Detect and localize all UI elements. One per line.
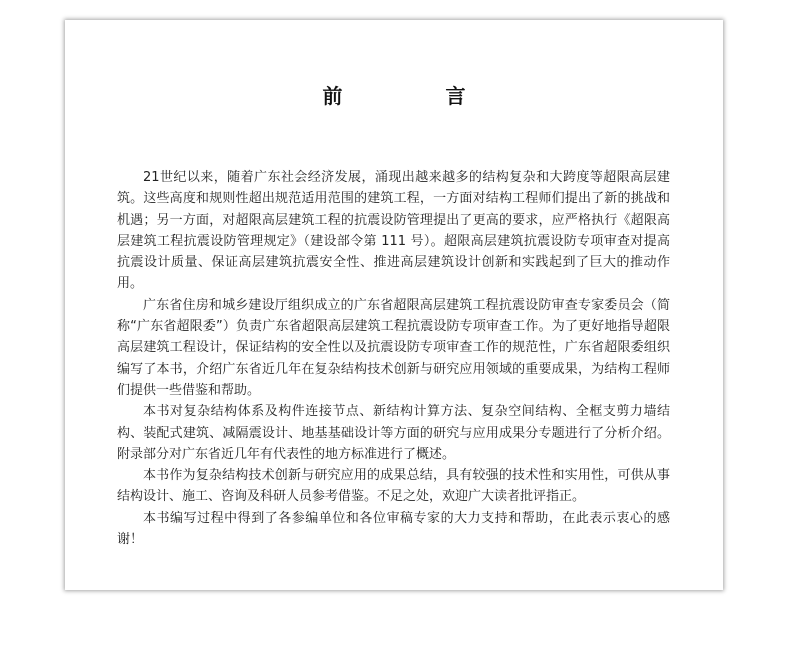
paragraph-2: 广东省住房和城乡建设厅组织成立的广东省超限高层建筑工程抗震设防审查专家委员会（简称“广东省超限委”）负责广东省超限高层建筑工程抗震设防专项审查工作。为了更好地指导超限高层建筑工程设计，保证结构的安全性以及抗震设防专项审查工作的规范性，广东省超限委组织编写了本书，介绍广东省近几年在复杂结构技术创新与研究应用领域的重要成果，为结构工程师们提供一些借鉴和帮助。 bbox=[117, 297, 670, 398]
paragraph-4: 本书作为复杂结构技术创新与研究应用的成果总结，具有较强的技术性和实用性，可供从事结构设计、施工、咨询及科研人员参考借鉴。不足之处，欢迎广大读者批评指正。 bbox=[117, 468, 670, 505]
paragraph-5: 本书编写过程中得到了各参编单位和各位审稿专家的大力支持和帮助，在此表示衷心的感谢！ bbox=[117, 510, 670, 548]
paragraph-1: 21世纪以来，随着广东社会经济发展，涌现出越来越多的结构复杂和大跨度等超限高层建筑。这些高度和规则性超出规范适用范围的建筑工程，一方面对结构工程师们提出了新的挑战和机遇；另一方面，对超限高层建筑工程的抗震设防管理提出了更高的要求，应严格执行《超限高层建筑工程抗震设防管理规定》（建设部令第 111 号）。超限高层建筑抗震设防专项审查对提高抗震设计质量、保证高层建筑抗震安全性、推进高层建筑设计创新和实践起到了巨大的推动作用。 bbox=[117, 170, 670, 292]
document-page bbox=[65, 20, 723, 590]
paragraph-3: 本书对复杂结构体系及构件连接节点、新结构计算方法、复杂空间结构、全框支剪力墙结构、装配式建筑、减隔震设计、地基基础设计等方面的研究与应用成果分专题进行了分析介绍。附录部分对广东省近几年有代表性的地方标准进行了概述。 bbox=[117, 404, 670, 462]
page-title: 前 言 bbox=[322, 84, 514, 108]
preface-body bbox=[117, 167, 670, 550]
